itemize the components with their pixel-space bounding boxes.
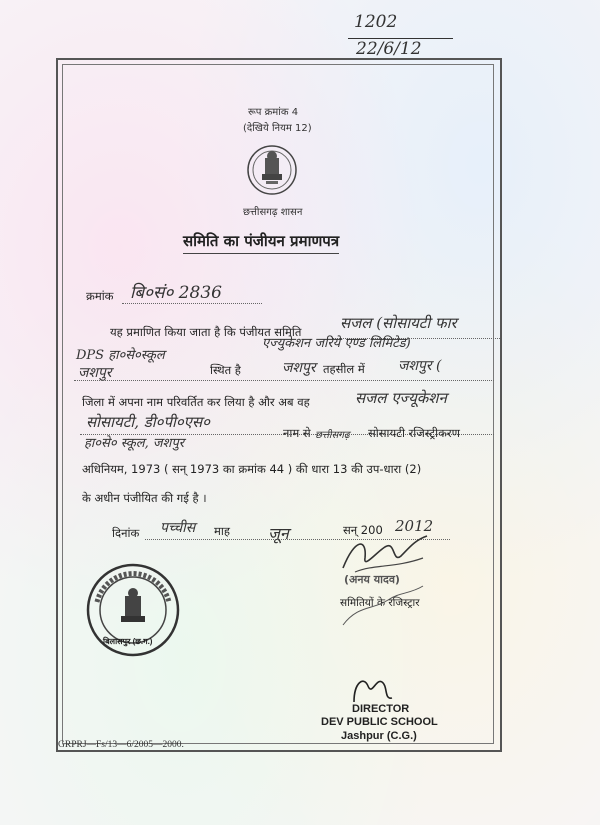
old-name-hand-b: एज्युकेशन जरिये एण्ड लिमिटेड) (262, 336, 411, 351)
rule-reference: (देखिये नियम 12) (243, 123, 312, 134)
date-label: दिनांक (112, 526, 140, 540)
located-label: स्थित है (210, 363, 241, 377)
cert-line-8: के अधीन पंजीयित की गई है । (82, 491, 207, 505)
certificate-title: समिति का पंजीयन प्रमाणपत्र (183, 231, 339, 254)
top-note (348, 12, 458, 60)
form-number: रूप क्रमांक 4 (248, 107, 299, 118)
year-hand: 2012 (395, 517, 434, 535)
year-label: सन् 200 (343, 523, 383, 537)
month-hand: जून (268, 524, 289, 543)
registrar-flourish (338, 580, 428, 630)
serial-dotline (122, 303, 262, 304)
registrar-name-stamp: (अनय यादव) (344, 573, 400, 586)
name-from-label: नाम से (283, 426, 311, 440)
seal-bottom-text: बिलासपुर (छ.ग.) (103, 637, 153, 646)
school-stamp-line-2: DEV PUBLIC SCHOOL (321, 716, 438, 728)
govt-name: छत्तीसगढ़ शासन (243, 207, 303, 218)
registrar-designation: समितियों के रजिस्ट्रार (340, 597, 420, 609)
serial-label: क्रमांक (86, 289, 114, 303)
location-hand-b: जशपुर (282, 360, 316, 376)
note-date: 22/6/12 (356, 39, 422, 59)
serial-value: बि०सं० 2836 (130, 283, 222, 303)
new-name-hand-c: हा०से० स्कूल, जशपुर (84, 436, 185, 451)
school-stamp-line-1: DIRECTOR (352, 703, 410, 715)
cert-line-7: अधिनियम, 1973 ( सन् 1973 का क्रमांक 44 ) की धारा 13 की उप-धारा (2) (82, 462, 422, 476)
location-hand-c: जशपुर ( (398, 358, 442, 374)
state-hand: छत्तीसगढ़ (315, 430, 350, 441)
cert-line-4: जिला में अपना नाम परिवर्तित कर लिया है और अब वह (82, 395, 310, 409)
day-hand: पच्चीस (160, 520, 196, 536)
registrar-signature (335, 528, 435, 578)
new-name-hand-a: सजल एज्यूकेशन (355, 389, 447, 407)
month-label: माह (214, 524, 230, 538)
location-hand-a: जशपुर (78, 365, 112, 381)
print-code: GRPRJ—Fs/13—6/2005—2000. (58, 740, 184, 750)
old-name-hand-a: DPS हा०से०स्कूल (76, 348, 165, 363)
tehsil-label: तहसील में (323, 362, 365, 376)
note-number: 1202 (354, 12, 398, 32)
emblem-icon (246, 142, 298, 200)
registration-act-label: सोसायटी रजिस्ट्रीकरण (368, 426, 460, 440)
cert-line-1: यह प्रमाणित किया जाता है कि पंजीयत समिति (110, 325, 302, 339)
school-stamp-line-3: Jashpur (C.G.) (341, 730, 417, 742)
registrar-seal (85, 562, 181, 658)
line3-dotline (74, 380, 494, 381)
new-name-hand-b: सोसायटी, डी०पी०एस० (86, 413, 210, 431)
society-name-hand: सजल (सोसायटी फार (340, 314, 457, 332)
